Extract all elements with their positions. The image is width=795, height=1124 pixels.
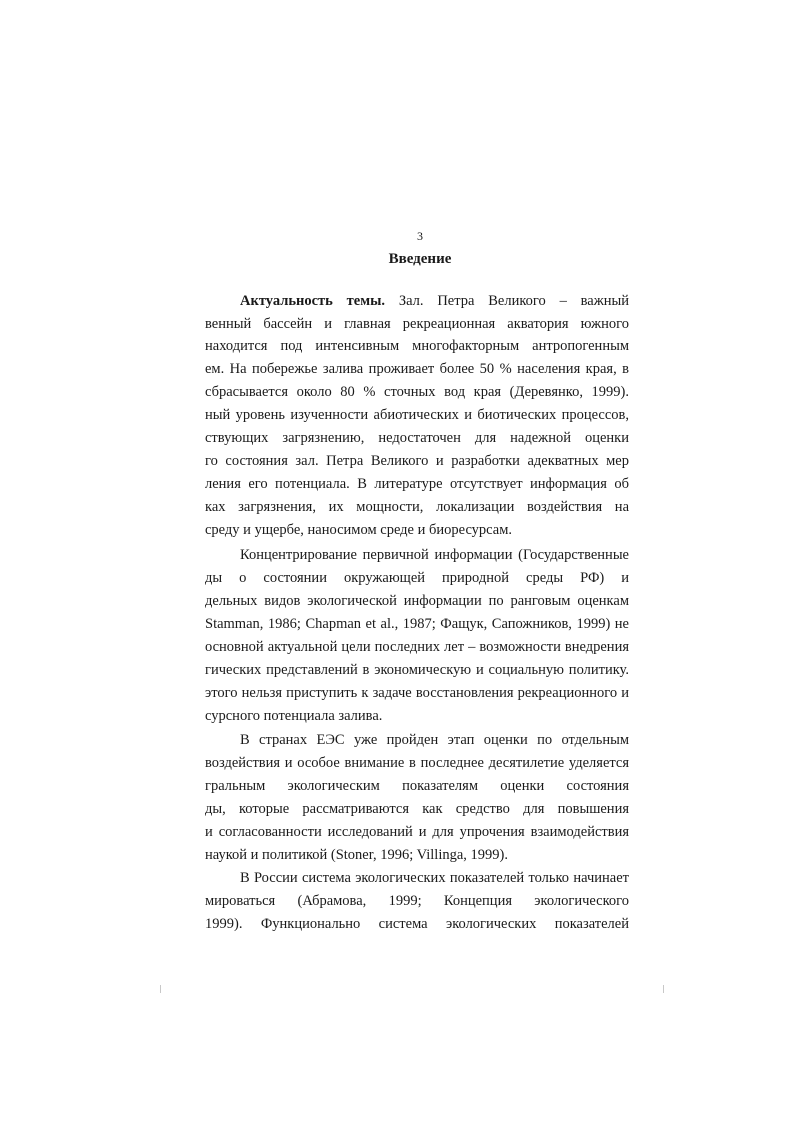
text-line: В странах ЕЭС уже пройден этап оценки по отдельным — [240, 732, 629, 748]
text-line: основной актуальной цели последних лет – возможности внедрения — [205, 639, 629, 655]
text-line: мироваться (Абрамова, 1999; Концепция экологического — [205, 893, 629, 909]
text-line: Актуальность темы. Зал. Петра Великого – важный — [240, 293, 629, 309]
text-line: венный бассейн и главная рекреационная акватория южного — [205, 316, 629, 332]
text-line: Stamman, 1986; Chapman et al., 1987; Фащук, Сапожников, 1999) не — [205, 616, 629, 632]
text-line: гральным экологическим показателям оценки состояния — [205, 778, 629, 794]
text-line: ления его потенциала. В литературе отсутствует информация об — [205, 476, 629, 492]
text-line: ем. На побережье залива проживает более 50 % населения края, в — [205, 361, 629, 377]
text-line: наукой и политикой (Stoner, 1996; Villinga, 1999). — [205, 847, 508, 863]
text-line: воздействия и особое внимание в последнее десятилетие уделяется — [205, 755, 629, 771]
text-line: гических представлений в экономическую и социальную политику. — [205, 662, 629, 678]
text-line: Концентрирование первичной информации (Государственные — [240, 547, 629, 563]
page-number: 3 — [417, 229, 423, 243]
text-line: ды, которые рассматриваются как средство для повышения — [205, 801, 629, 817]
scan-artifact — [663, 985, 664, 993]
text-line: В России система экологических показателей только начинает — [240, 870, 629, 886]
text-line: ный уровень изученности абиотических и биотических процессов, — [205, 407, 629, 423]
text-line: находится под интенсивным многофакторным антропогенным — [205, 338, 629, 354]
text-line: и согласованности исследований и для упрочения взаимодействия — [205, 824, 629, 840]
lead-heading: Актуальность темы. — [240, 293, 386, 309]
text-line: ды о состоянии окружающей природной среды РФ) и — [205, 570, 629, 586]
text-line: 1999). Функционально система экологических показателей — [205, 916, 629, 932]
text-line: ках загрязнения, их мощности, локализации воздействия на — [205, 499, 629, 515]
text-line: среду и ущербе, наносимом среде и биоресурсам. — [205, 522, 513, 538]
page-title: Введение — [388, 251, 452, 267]
text-line: сурсного потенциала залива. — [205, 708, 383, 724]
scan-artifact — [160, 985, 161, 993]
text-line: дельных видов экологической информации по ранговым оценкам — [205, 593, 629, 609]
text-line: ствующих загрязнению, недостаточен для надежной оценки — [205, 430, 629, 446]
text-line: сбрасывается около 80 % сточных вод края (Деревянко, 1999). — [205, 384, 629, 400]
text-line: го состояния зал. Петра Великого и разработки адекватных мер — [205, 453, 629, 469]
text-line: этого нельзя приступить к задаче восстановления рекреационного и — [205, 685, 629, 701]
